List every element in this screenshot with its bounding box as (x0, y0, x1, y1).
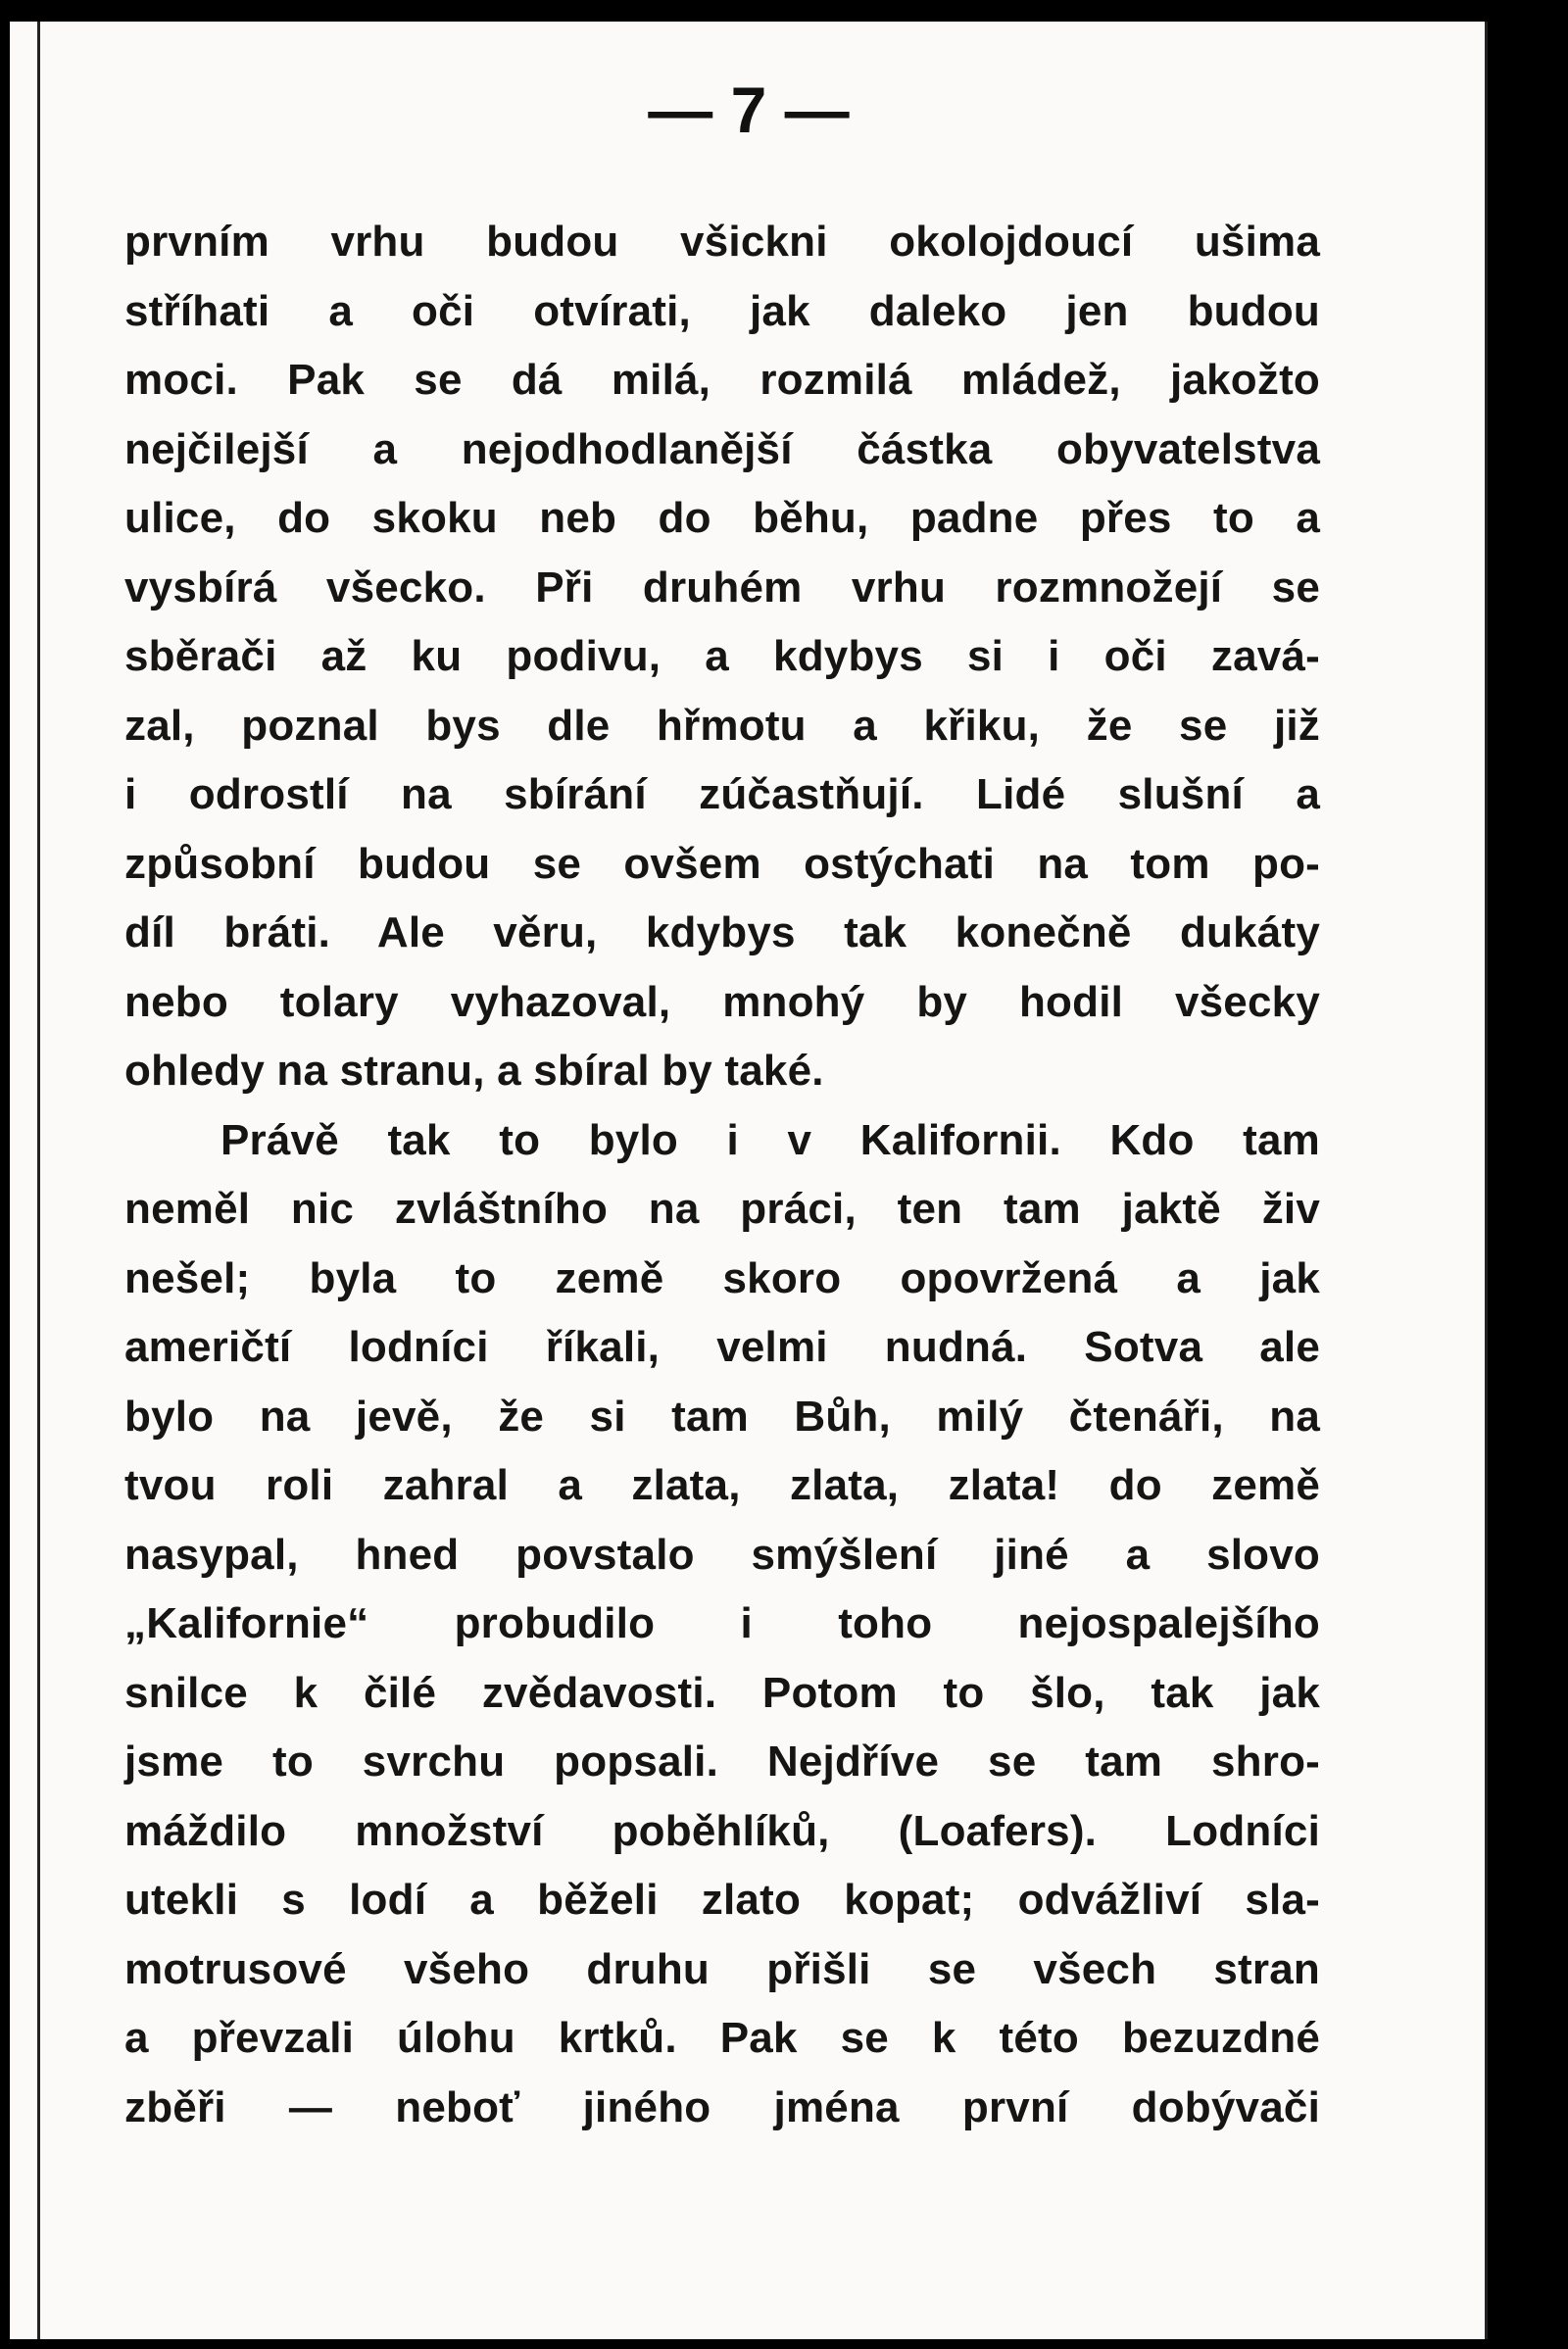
text-line: „Kalifornie“ probudilo i toho nejospalejšího (124, 1599, 1320, 1647)
text-line: nejčilejší a nejodhodlanější částka obyvatelstva (124, 424, 1320, 473)
text-line: jsme to svrchu popsali. Nejdříve se tam shro- (124, 1737, 1320, 1786)
binding-edge (37, 22, 40, 2339)
text-line: díl bráti. Ale věru, kdybys tak konečně dukáty (124, 908, 1320, 956)
text-line: způsobní budou se ovšem ostýchati na tom po- (124, 839, 1320, 888)
text-line: prvním vrhu budou všickni okolojdoucí ušima (124, 218, 1320, 266)
text-line: bylo na jevě, že si tam Bůh, milý čtenáři, na (124, 1392, 1320, 1441)
text-line: tvou roli zahral a zlata, zlata, zlata! do země (124, 1461, 1320, 1509)
text-line: moci. Pak se dá milá, rozmilá mládež, jakožto (124, 356, 1320, 404)
text-line: máždilo množství poběhlíků, (Loafers). Lodníci (124, 1806, 1320, 1855)
text-line: ohledy na stranu, a sbíral by také. (124, 1047, 824, 1095)
text-line: ulice, do skoku neb do běhu, padne přes to a (124, 494, 1320, 542)
paper-sheet (10, 22, 1488, 2339)
text-line: vysbírá všecko. Při druhém vrhu rozmnožejí se (124, 563, 1320, 612)
page-edge (1485, 22, 1488, 2339)
text-line: stříhati a oči otvírati, jak daleko jen budou (124, 286, 1320, 335)
text-line: američtí lodníci říkali, velmi nudná. Sotva ale (124, 1323, 1320, 1371)
text-line: utekli s lodí a běželi zlato kopat; odvážliví sla- (124, 1876, 1320, 1924)
text-line: zal, poznal bys dle hřmotu a křiku, že se již (124, 701, 1320, 750)
text-line: sběrači až ku podivu, a kdybys si i oči zavá- (124, 632, 1320, 680)
text-line: nebo tolary vyhazoval, mnohý by hodil všecky (124, 977, 1320, 1026)
text-line: snilce k čilé zvědavosti. Potom to šlo, tak jak (124, 1668, 1320, 1717)
text-line: nešel; byla to země skoro opovržená a jak (124, 1253, 1320, 1302)
page-number: — 7 — (648, 73, 850, 146)
text-line: motrusové všeho druhu přišli se všech stran (124, 1944, 1320, 1993)
text-line: zběři — neboť jiného jména první dobývači (124, 2082, 1320, 2131)
text-line: i odrostlí na sbírání zúčastňují. Lidé slušní a (124, 770, 1320, 818)
text-line: Právě tak to bylo i v Kalifornii. Kdo tam (220, 1115, 1320, 1164)
body-text (124, 208, 1320, 2142)
text-line: neměl nic zvláštního na práci, ten tam jaktě živ (124, 1185, 1320, 1233)
text-line: nasypal, hned povstalo smýšlení jiné a slovo (124, 1530, 1320, 1579)
text-line: a převzali úlohu krtků. Pak se k této bezuzdné (124, 2014, 1320, 2062)
